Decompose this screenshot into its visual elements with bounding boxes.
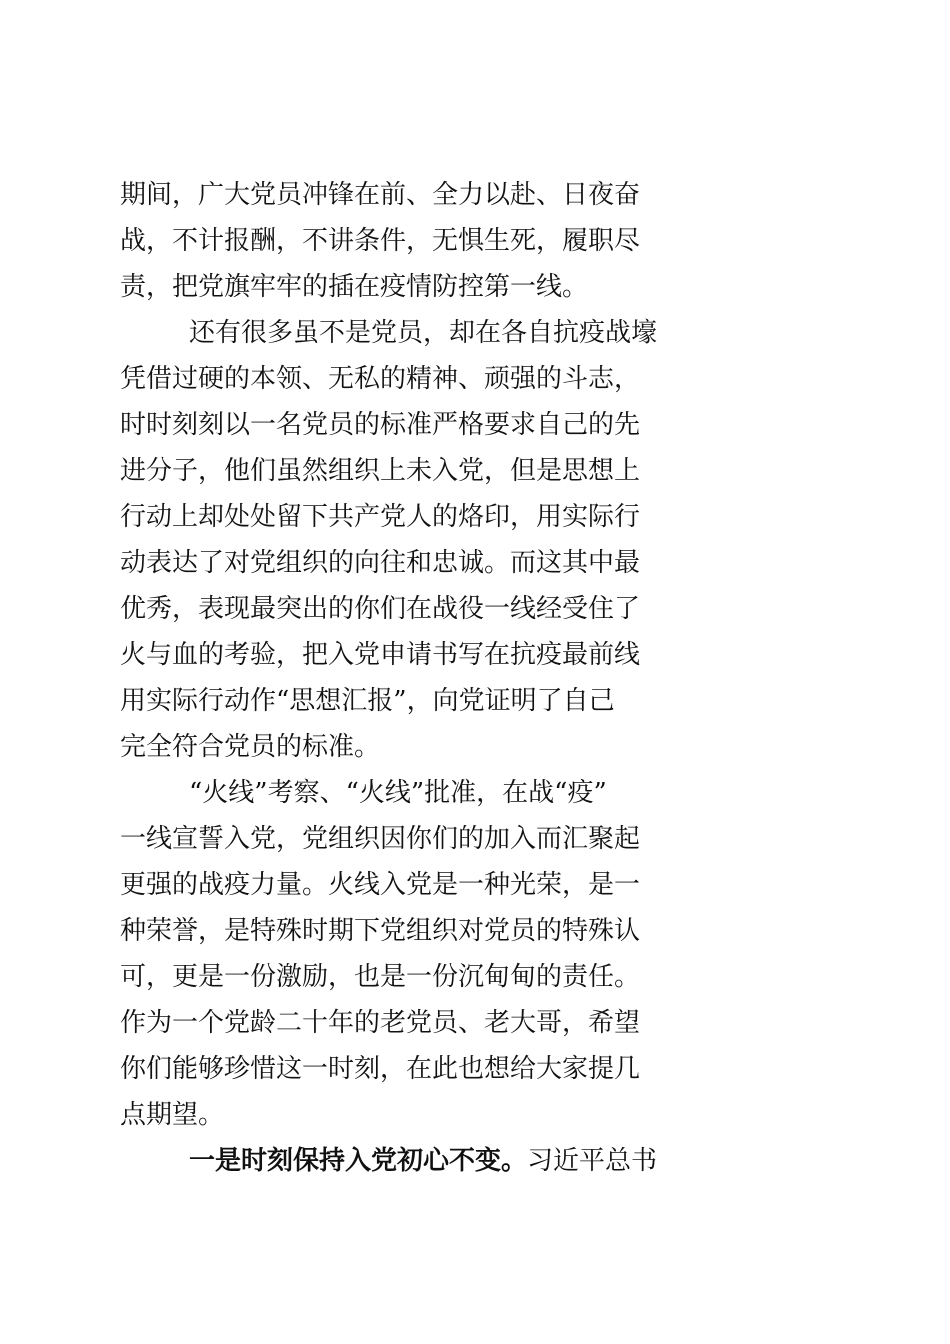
- paragraph-2-line-5: 行动上却处处留下共产党人的烙印，用实际行: [120, 502, 641, 532]
- paragraph-1-line-3: 责，把党旗牢牢的插在疫情防控第一线。: [120, 272, 589, 302]
- paragraph-2-line-3: 时时刻刻以一名党员的标准严格要求自己的先: [120, 410, 641, 440]
- paragraph-1-line-2: 战，不计报酬，不讲条件，无惧生死，履职尽: [120, 226, 641, 256]
- paragraph-3-line-6: 作为一个党龄二十年的老党员、老大哥，希望: [120, 1008, 641, 1038]
- paragraph-2-line-8: 火与血的考验，把入党申请书写在抗疫最前线: [120, 640, 641, 670]
- paragraph-2-line-2: 凭借过硬的本领、无私的精神、顽强的斗志，: [120, 364, 641, 394]
- paragraph-2-line-7: 优秀，表现最突出的你们在战役一线经受住了: [120, 594, 641, 624]
- paragraph-4-line-1: [189, 1141, 813, 1181]
- paragraph-1-line-1: 期间，广大党员冲锋在前、全力以赴、日夜奋: [120, 180, 641, 210]
- paragraph-4-bold-lead: 一是时刻保持入党初心不变。: [189, 1146, 528, 1176]
- paragraph-3-line-1: “火线”考察、“火线”批准，在战“疫”: [189, 778, 607, 808]
- paragraph-2-line-4: 进分子，他们虽然组织上未入党，但是思想上: [120, 456, 641, 486]
- paragraph-3-line-3: 更强的战疫力量。火线入党是一种光荣，是一: [120, 870, 641, 900]
- paragraph-3-line-8: 点期望。: [120, 1100, 225, 1130]
- paragraph-2-line-9: 用实际行动作“思想汇报”，向党证明了自己: [120, 686, 615, 716]
- paragraph-4-rest: 习近平总书: [527, 1146, 658, 1176]
- paragraph-3-line-2: 一线宣誓入党，党组织因你们的加入而汇聚起: [120, 824, 641, 854]
- paragraph-2-line-10: 完全符合党员的标准。: [120, 732, 381, 762]
- paragraph-2-line-1: 还有很多虽不是党员，却在各自抗疫战壕: [189, 318, 658, 348]
- paragraph-3-line-7: 你们能够珍惜这一时刻，在此也想给大家提几: [120, 1054, 641, 1084]
- paragraph-2-line-6: 动表达了对党组织的向往和忠诚。而这其中最: [120, 548, 641, 578]
- paragraph-3-line-4: 种荣誉，是特殊时期下党组织对党员的特殊认: [120, 916, 641, 946]
- paragraph-3-line-5: 可，更是一份激励，也是一份沉甸甸的责任。: [120, 962, 641, 992]
